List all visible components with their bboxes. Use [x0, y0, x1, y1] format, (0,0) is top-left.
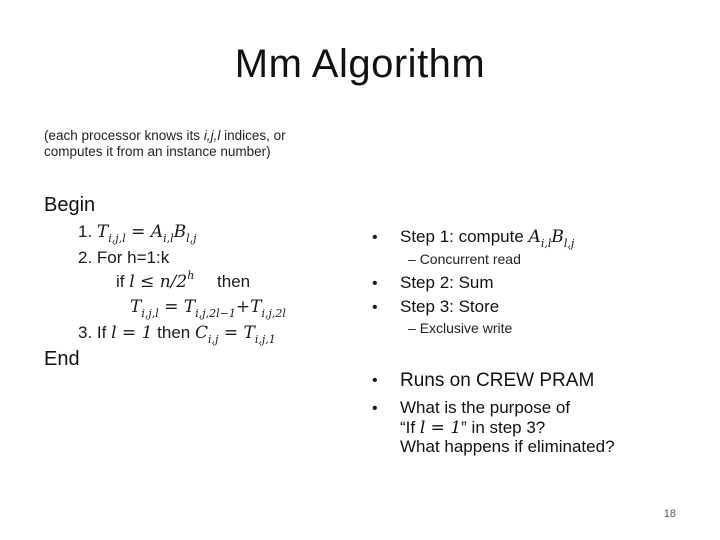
step-2-num: 2. — [78, 248, 93, 267]
page-number: 18 — [663, 508, 676, 520]
bullet-step-3-sub: – Exclusive write — [408, 320, 513, 336]
bullet-dot: • — [372, 229, 378, 246]
exclusive-write-text: Exclusive write — [419, 320, 513, 336]
step-3-num: 3. If — [78, 323, 107, 342]
note-vars: i,j,l — [203, 128, 221, 143]
bullet-step-1: Step 1: compute $A_{i,l}B_{l,j}$ — [400, 227, 575, 250]
step-1-num: 1. — [78, 222, 93, 241]
step-1: 1. $T_{i,j,l} = A_{i,l}B_{l,j}$ — [78, 222, 197, 245]
step-2-assignment: $T_{i,j,l} = T_{i,j,2l-1}+T_{i,j,2l}$ — [130, 297, 286, 320]
step-2-if: if — [116, 272, 125, 291]
step-3-then: then — [157, 323, 191, 342]
step-2-condition: if $l \le n/2^h$ then — [116, 269, 251, 292]
question-quote-open: “If — [400, 418, 416, 437]
note-suffix: indices, or computes it from an instance number) — [44, 128, 286, 159]
bullet-step-1-sub: – Concurrent read — [408, 251, 521, 267]
bullet-step-2: Step 2: Sum — [400, 273, 494, 292]
begin-label: Begin — [44, 194, 96, 216]
bullet-dot: • — [372, 275, 378, 292]
bullet-question-line-3: What happens if eliminated? — [400, 437, 615, 456]
bullet-dot: • — [372, 299, 378, 316]
step-2-then: then — [217, 272, 251, 291]
end-label: End — [44, 348, 80, 370]
bullet-question-line-2: “If l = 1” in step 3? — [400, 418, 546, 438]
bullet-step-3: Step 3: Store — [400, 297, 500, 316]
concurrent-read-text: Concurrent read — [419, 251, 521, 267]
bullet-question-line-1: What is the purpose of — [400, 398, 571, 417]
slide-title: Mm Algorithm — [234, 42, 486, 86]
question-quote-close: ” in step 3? — [461, 418, 546, 437]
note-prefix: (each processor knows its — [44, 128, 204, 143]
bullet-crew-pram: Runs on CREW PRAM — [400, 370, 595, 391]
bullet-step-1-text: Step 1: compute — [400, 227, 524, 246]
bullet-dot: • — [372, 372, 378, 389]
step-2 — [78, 248, 169, 268]
step-3: 3. If l = 1 then $C_{i,j} = T_{i,j,1}$ — [78, 323, 276, 346]
bullet-dot: • — [372, 400, 378, 417]
processor-note — [44, 128, 344, 160]
step-2-text: For h=1:k — [96, 248, 170, 267]
